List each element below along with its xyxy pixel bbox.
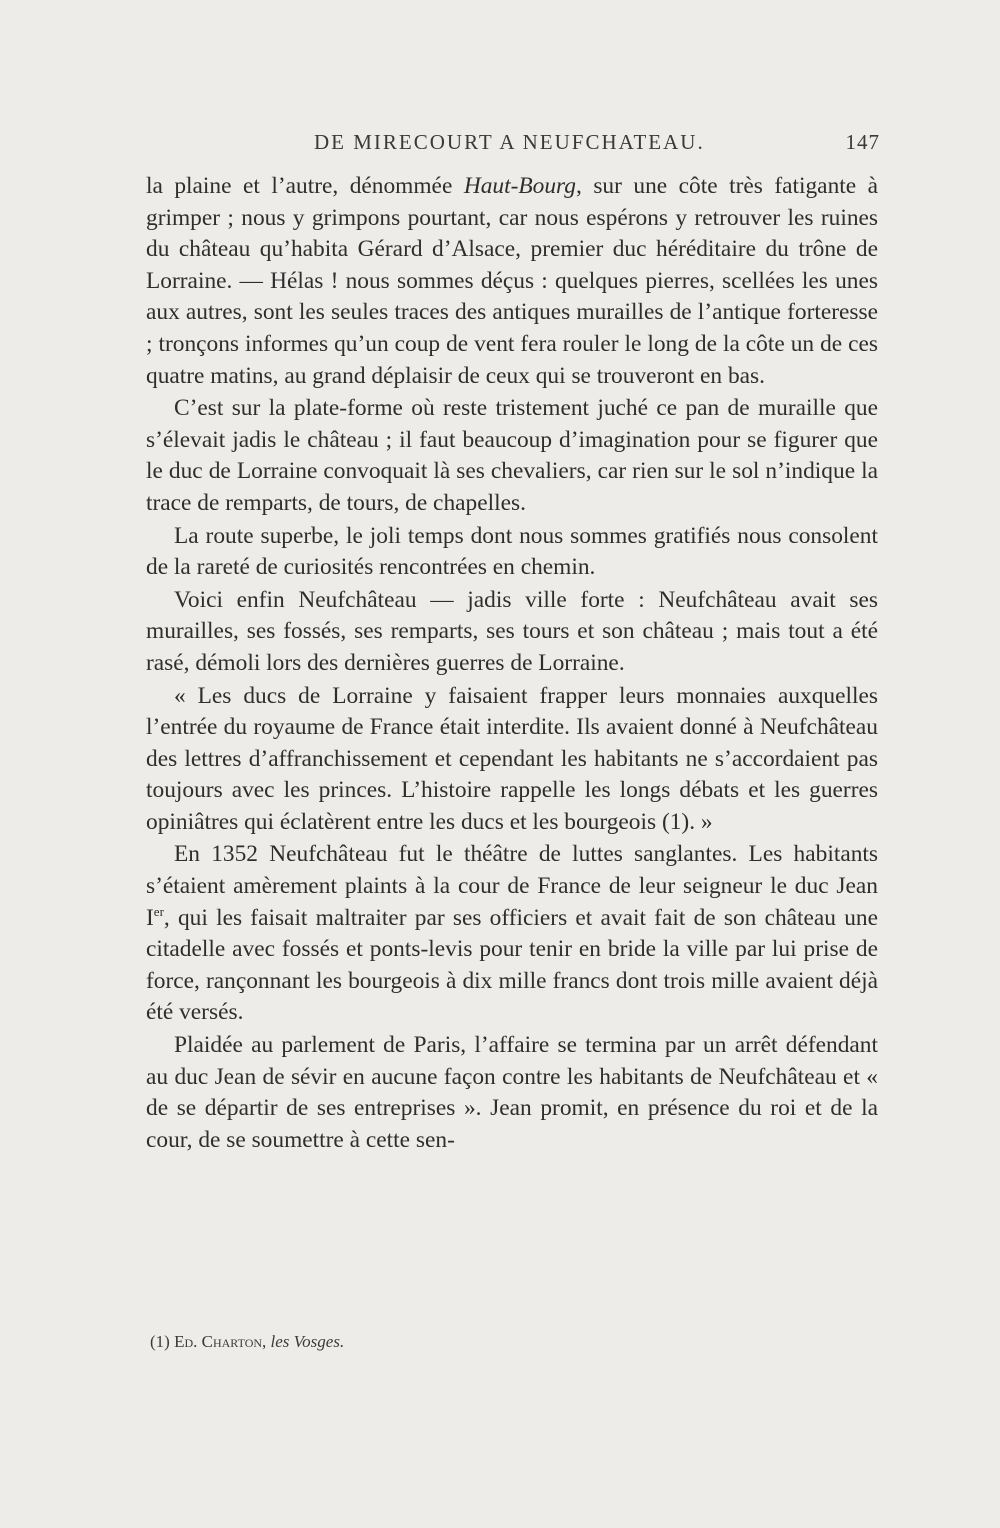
footnote-marker: (1) — [150, 1332, 175, 1351]
paragraph-7: Plaidée au parlement de Paris, l’affaire se termina par un arrêt défendant au duc Jean de sévir en aucune façon contre les habitants de Neufchâteau et « de se départir de ses entreprises ». Jean promit, en présence du roi et de la cour, de se soumettre à cette sen- — [146, 1032, 878, 1153]
footnote — [150, 1332, 344, 1352]
paragraph-4: Voici enfin Neufchâteau — jadis ville forte : Neufchâteau avait ses murailles, ses fossés, ses remparts, ses tours et son château ; mais tout a été rasé, démoli lors des dernières guerres de Lorraine. — [146, 586, 878, 676]
superscript-er: er — [153, 903, 164, 919]
paragraph-6-pre: En 1352 Neufchâteau fut le théâtre de luttes sanglantes. Les habitants s’étaient amèrement plaints à la cour de France de leur seigneur le duc Jean I — [146, 841, 878, 931]
paragraph-1-pre: la plaine et l’autre, dénommée — [146, 173, 464, 199]
paragraph-5-quotation: « Les ducs de Lorraine y faisaient frapper leurs monnaies auxquelles l’entrée du royaume de France était interdite. Ils avaient donné à Neufchâteau des lettres d’affranchissement et cependant les habitants ne s’accordaient pas toujours avec les princes. L’histoire rappelle les longs débats et les guerres opiniâtres qui éclatèrent entre les ducs et les bourgeois (1). » — [146, 682, 878, 835]
body-text — [146, 171, 878, 1156]
footnote-separator: , — [262, 1332, 271, 1351]
paragraph-3: La route superbe, le joli temps dont nous sommes gratifiés nous consolent de la rareté de curiosités rencontrées en chemin. — [146, 522, 878, 581]
paragraph-2: C’est sur la plate-forme où reste tristement juché ce pan de muraille que s’élevait jadis le château ; il faut beaucoup d’imagination pour se figurer que le duc de Lorraine convoquait là ses chevaliers, car rien sur le sol n’indique la trace de remparts, de tours, de chapelles. — [146, 395, 878, 516]
running-head — [150, 130, 880, 166]
paragraph-1-post: , sur une côte très fatigante à grimper ; nous y grimpons pourtant, car nous espérons y retrouver les ruines du château qu’habita Gérard d’Alsace, premier duc héréditaire du trône de Lorraine. — Hélas ! nous sommes déçus : quelques pierres, scellées les unes aux autres, sont les seules traces des antiques murailles de l’antique forteresse ; tronçons informes qu’un coup de vent fera rouler le long de la côte un de ces quatre matins, au grand déplaisir de ceux qui se trouveront en bas. — [146, 173, 879, 389]
paragraph-6-post: , qui les faisait maltraiter par ses officiers et avait fait de son château une citadelle avec fossés et ponts-levis pour tenir en bride la ville par lui prise de force, rançonnant les bourgeois à dix mille francs dont trois mille avaient déjà été versés. — [146, 904, 878, 1026]
footnote-work-title: les Vosges. — [270, 1332, 345, 1351]
place-name-italic: Haut-Bourg — [463, 173, 576, 199]
paragraph-6 — [146, 839, 878, 1029]
footnote-author: Ed. Charton — [174, 1332, 263, 1351]
page-number: 147 — [845, 130, 880, 154]
running-head-title: DE MIRECOURT A NEUFCHATEAU. — [314, 130, 705, 154]
paragraph-1 — [146, 171, 878, 392]
